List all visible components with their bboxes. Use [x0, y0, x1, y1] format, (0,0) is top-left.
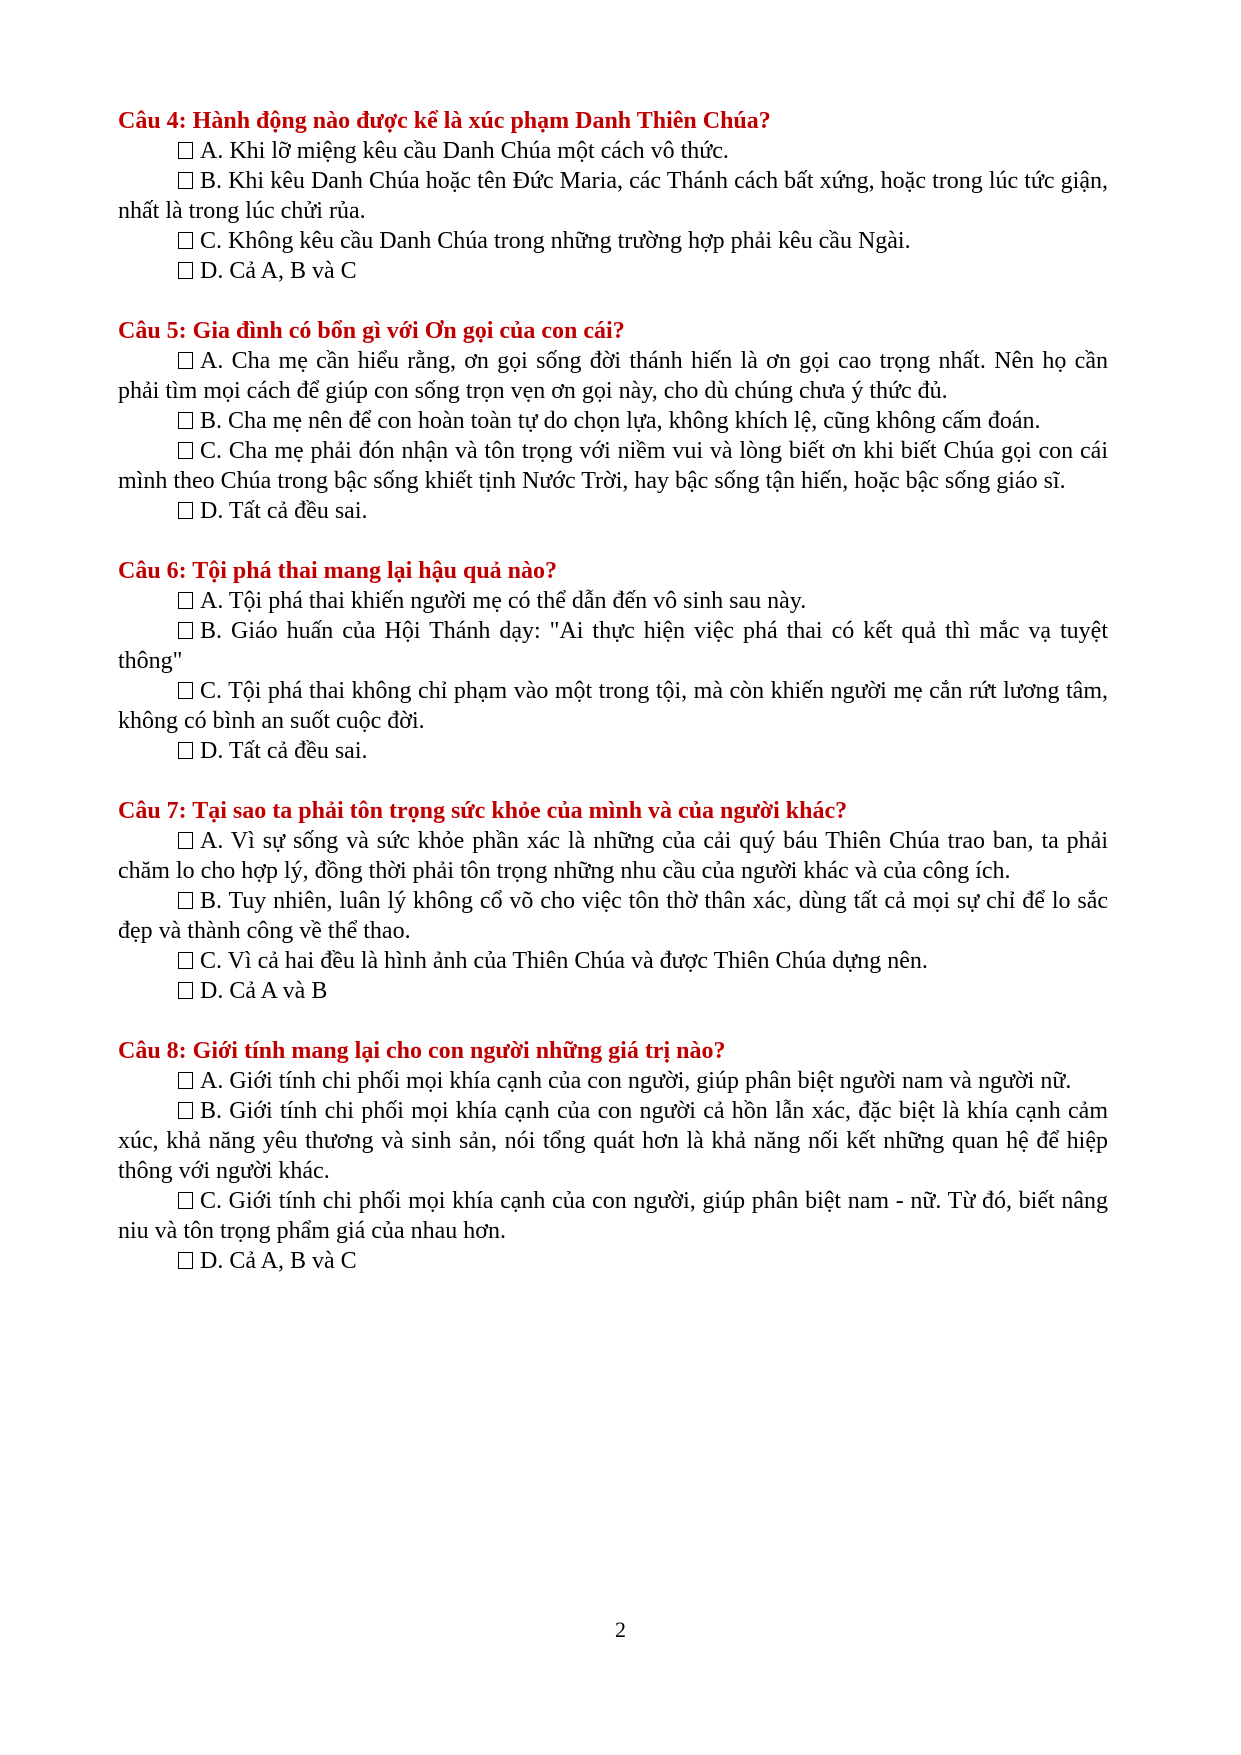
checkbox-icon[interactable] [178, 172, 193, 189]
option-a[interactable]: A. Giới tính chi phối mọi khía cạnh của con người, giúp phân biệt người nam và người nữ. [118, 1066, 1108, 1096]
question-5 [118, 316, 1108, 526]
option-a[interactable]: A. Cha mẹ cần hiểu rằng, ơn gọi sống đời thánh hiến là ơn gọi cao trọng nhất. Nên họ cần phải tìm mọi cách để giúp con sống trọn vẹn ơn gọi này, cho dù chúng chưa ý thức đủ. [118, 348, 1108, 404]
checkbox-icon[interactable] [178, 502, 193, 519]
option-c[interactable]: C. Tội phá thai không chỉ phạm vào một trong tội, mà còn khiến người mẹ cắn rứt lương tâm, không có bình an suốt cuộc đời. [118, 678, 1108, 734]
checkbox-icon[interactable] [178, 352, 193, 369]
checkbox-icon[interactable] [178, 592, 193, 609]
option-b[interactable]: B. Khi kêu Danh Chúa hoặc tên Đức Maria, các Thánh cách bất xứng, hoặc trong lúc tức giận, nhất là trong lúc chửi rủa. [118, 168, 1108, 224]
question-title: Câu 6: Tội phá thai mang lại hậu quả nào? [118, 558, 558, 584]
option-b[interactable]: B. Giáo huấn của Hội Thánh dạy: "Ai thực hiện việc phá thai có kết quả thì mắc vạ tuyệt thông" [118, 618, 1108, 674]
checkbox-icon[interactable] [178, 232, 193, 249]
checkbox-icon[interactable] [178, 892, 193, 909]
checkbox-icon[interactable] [178, 1102, 193, 1119]
option-c[interactable]: C. Vì cả hai đều là hình ảnh của Thiên Chúa và được Thiên Chúa dựng nên. [178, 946, 1108, 976]
option-b[interactable]: B. Giới tính chi phối mọi khía cạnh của con người cả hồn lẫn xác, đặc biệt là khía cạnh cảm xúc, khả năng yêu thương và sinh sản, nói tổng quát hơn là khả năng nối kết những quan hệ để hiệp thông với người khác. [118, 1098, 1108, 1184]
option-d[interactable]: D. Tất cả đều sai. [178, 496, 1108, 526]
option-a[interactable]: A. Vì sự sống và sức khỏe phần xác là những của cải quý báu Thiên Chúa trao ban, ta phải chăm lo cho hợp lý, đồng thời phải tôn trọng những nhu cầu của người khác và của công ích. [118, 828, 1108, 884]
checkbox-icon[interactable] [178, 412, 193, 429]
option-b[interactable]: B. Tuy nhiên, luân lý không cổ võ cho việc tôn thờ thân xác, dùng tất cả mọi sự chỉ để lo sắc đẹp và thành công về thể thao. [118, 888, 1108, 944]
question-7 [118, 796, 1108, 1006]
question-8 [118, 1036, 1108, 1276]
checkbox-icon[interactable] [178, 1252, 193, 1269]
question-title: Câu 8: Giới tính mang lại cho con người những giá trị nào? [118, 1038, 726, 1064]
question-4 [118, 106, 1108, 286]
option-a[interactable]: A. Khi lỡ miệng kêu cầu Danh Chúa một cách vô thức. [178, 136, 1108, 166]
question-title: Câu 4: Hành động nào được kể là xúc phạm Danh Thiên Chúa? [118, 108, 771, 134]
option-d[interactable]: D. Cả A và B [178, 976, 1108, 1006]
checkbox-icon[interactable] [178, 682, 193, 699]
option-d[interactable]: D. Cả A, B và C [178, 1246, 1108, 1276]
option-c[interactable]: C. Giới tính chi phối mọi khía cạnh của con người, giúp phân biệt nam - nữ. Từ đó, biết nâng niu và tôn trọng phẩm giá của nhau hơn. [118, 1188, 1108, 1244]
checkbox-icon[interactable] [178, 982, 193, 999]
checkbox-icon[interactable] [178, 1072, 193, 1089]
checkbox-icon[interactable] [178, 622, 193, 639]
document-page [118, 106, 1108, 1306]
page-number: 2 [615, 1617, 626, 1642]
question-6 [118, 556, 1108, 766]
option-d[interactable]: D. Tất cả đều sai. [178, 736, 1108, 766]
option-d[interactable]: D. Cả A, B và C [178, 256, 1108, 286]
option-c[interactable]: C. Không kêu cầu Danh Chúa trong những trường hợp phải kêu cầu Ngài. [178, 226, 1108, 256]
checkbox-icon[interactable] [178, 832, 193, 849]
checkbox-icon[interactable] [178, 262, 193, 279]
checkbox-icon[interactable] [178, 742, 193, 759]
checkbox-icon[interactable] [178, 952, 193, 969]
option-a[interactable]: A. Tội phá thai khiến người mẹ có thể dẫn đến vô sinh sau này. [178, 586, 1108, 616]
question-title: Câu 7: Tại sao ta phải tôn trọng sức khỏe của mình và của người khác? [118, 798, 848, 824]
checkbox-icon[interactable] [178, 1192, 193, 1209]
question-title: Câu 5: Gia đình có bổn gì với Ơn gọi của con cái? [118, 318, 625, 344]
option-c[interactable]: C. Cha mẹ phải đón nhận và tôn trọng với niềm vui và lòng biết ơn khi biết Chúa gọi con cái mình theo Chúa trong bậc sống khiết tịnh Nước Trời, hay bậc sống tận hiến, hoặc bậc sống giáo sĩ. [118, 438, 1108, 494]
option-b[interactable]: B. Cha mẹ nên để con hoàn toàn tự do chọn lựa, không khích lệ, cũng không cấm đoán. [118, 406, 1108, 436]
checkbox-icon[interactable] [178, 442, 193, 459]
checkbox-icon[interactable] [178, 142, 193, 159]
